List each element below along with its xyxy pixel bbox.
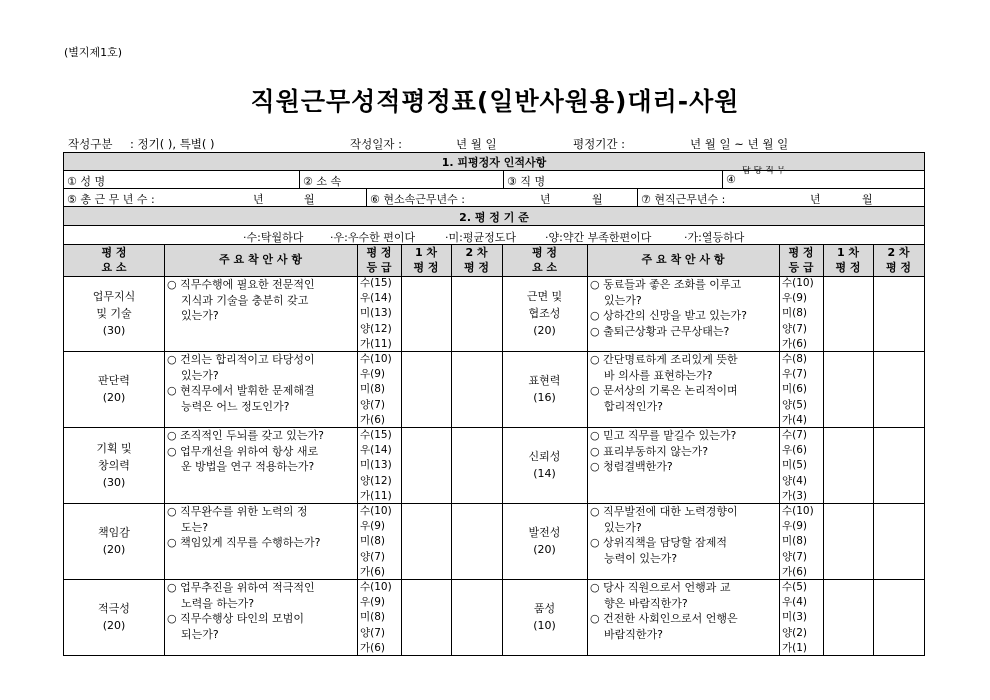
rule xyxy=(63,188,925,189)
legend-item: ·양:약간 부족한편이다 xyxy=(545,231,652,244)
rule xyxy=(366,188,367,206)
field-position: ③ 직 명 xyxy=(507,175,546,188)
unit-year: 년 xyxy=(810,193,821,206)
rule xyxy=(299,170,300,188)
rule xyxy=(587,244,588,656)
rule xyxy=(63,170,925,171)
unit-month: 월 xyxy=(592,193,603,206)
element-initiative: 적극성 (20) xyxy=(98,602,130,632)
points-initiative: ○ 업무추진을 위하여 적극적인 노력을 하는가? ○ 직무수행상 타인의 모범이 되는가? xyxy=(167,581,315,641)
field-current-years: ⑦ 현직근무년수 : xyxy=(641,193,726,206)
period-value: 년 월 일 ~ 년 월 일 xyxy=(690,137,789,151)
header-grade: 평 정 등 급 xyxy=(366,246,392,274)
rule xyxy=(63,225,925,226)
unit-month: 월 xyxy=(862,193,873,206)
date-label: 작성일자 : xyxy=(350,137,402,151)
rule xyxy=(401,244,402,656)
rule xyxy=(823,244,824,656)
points-judgment: ○ 건의는 합리적이고 타당성이 있는가? ○ 현직무에서 발휘한 문제해결 능력은 어느 정도인가? xyxy=(167,353,315,413)
element-expression: 표현력 (16) xyxy=(528,374,561,404)
unit-year: 년 xyxy=(540,193,551,206)
element-reliability: 신뢰성 (14) xyxy=(528,450,561,480)
field-dept-years: ⑥ 현소속근무년수 : xyxy=(370,193,465,206)
grades-knowledge: 수(15) 우(14) 미(13) 양(12) 가(11) xyxy=(360,277,392,350)
grades-reliability: 수(7) 우(6) 미(5) 양(4) 가(3) xyxy=(782,429,808,502)
header-element: 평 정 요 소 xyxy=(101,246,127,274)
element-diligence: 근면 및 협조성 (20) xyxy=(526,290,563,337)
legend-item: ·가:열등하다 xyxy=(684,231,745,244)
element-knowledge: 업무지식 및 기술 (30) xyxy=(92,290,136,337)
date-value: 년 월 일 xyxy=(456,137,497,151)
field-duty: 담 당 직 무 xyxy=(742,166,786,176)
points-diligence: ○ 동료들과 좋은 조화를 이루고 있는가? ○ 상하간의 신망을 받고 있는가? ○ 출퇴근상황과 근무상태는? xyxy=(590,278,747,338)
grades-initiative: 수(10) 우(9) 미(8) 양(7) 가(6) xyxy=(360,581,392,654)
header-first: 1 차 평 정 xyxy=(835,246,861,274)
points-reliability: ○ 믿고 직무를 맡길수 있는가? ○ 표리부동하지 않는가? ○ 청렴결백한가? xyxy=(590,429,737,473)
header-points: 주 요 착 안 사 항 xyxy=(219,253,302,266)
type-label: 작성구분 xyxy=(68,137,113,151)
element-judgment: 판단력 (20) xyxy=(98,374,130,404)
legend-item: ·미:평균정도다 xyxy=(445,231,516,244)
rule xyxy=(164,244,165,656)
unit-month: 월 xyxy=(304,193,315,206)
element-planning: 기획 및 창의력 (30) xyxy=(96,442,132,489)
header-second: 2 차 평 정 xyxy=(885,246,912,274)
unit-year: 년 xyxy=(253,193,264,206)
type-value: : 정기( ), 특별( ) xyxy=(130,137,215,151)
points-expression: ○ 간단명료하게 조리있게 뜻한 바 의사를 표현하는가? ○ 문서상의 기록은 논리적이며 합리적인가? xyxy=(590,353,738,413)
points-responsibility: ○ 직무완수를 위한 노력의 정 도는? ○ 책임있게 직무를 수행하는가? xyxy=(167,505,321,549)
points-knowledge: ○ 직무수행에 필요한 전문적인 지식과 기술을 충분히 갖고 있는가? xyxy=(167,278,315,322)
period-label: 평정기간 : xyxy=(573,137,625,151)
rule xyxy=(63,206,925,207)
field-total-years: ⑤ 총 근 무 년 수 : xyxy=(67,193,155,206)
grades-development: 수(10) 우(9) 미(8) 양(7) 가(6) xyxy=(782,505,814,578)
document-title: 직원근무성적평정표(일반사원용)대리-사원 xyxy=(250,87,740,116)
rule xyxy=(357,244,358,656)
header-element: 평 정 요 소 xyxy=(531,246,558,274)
rule xyxy=(451,244,452,656)
grades-character: 수(5) 우(4) 미(3) 양(2) 가(1) xyxy=(782,581,808,654)
form-number: (별지제1호) xyxy=(64,46,123,59)
rule xyxy=(637,188,638,206)
rule xyxy=(722,170,723,188)
grades-diligence: 수(10) 우(9) 미(8) 양(7) 가(6) xyxy=(782,277,814,350)
grades-planning: 수(15) 우(14) 미(13) 양(12) 가(11) xyxy=(360,429,392,502)
section1-title: 1. 피평정자 인적사항 xyxy=(441,156,547,169)
header-first: 1 차 평 정 xyxy=(413,246,439,274)
rule xyxy=(503,170,504,188)
points-planning: ○ 조직적인 두뇌를 갖고 있는가? ○ 업무개선을 위하여 항상 새로 운 방법을 연구 적용하는가? xyxy=(167,429,324,473)
field-duty-number: ④ xyxy=(726,173,736,186)
rule xyxy=(779,244,780,656)
element-character: 품성 (10) xyxy=(533,602,556,632)
header-grade: 평 정 등 급 xyxy=(788,246,814,274)
field-name: ① 성 명 xyxy=(67,175,106,188)
grades-judgment: 수(10) 우(9) 미(8) 양(7) 가(6) xyxy=(360,353,392,426)
field-department: ② 소 속 xyxy=(303,175,342,188)
header-points: 주 요 착 안 사 항 xyxy=(641,253,725,266)
element-development: 발전성 (20) xyxy=(528,526,561,556)
points-character: ○ 당사 직원으로서 언행과 교 향은 바람직한가? ○ 건전한 사회인으로서 언행은 바람직한가? xyxy=(590,581,738,641)
grades-expression: 수(8) 우(7) 미(6) 양(5) 가(4) xyxy=(782,353,808,426)
rule xyxy=(873,244,874,656)
element-responsibility: 책임감 (20) xyxy=(98,526,130,556)
grades-responsibility: 수(10) 우(9) 미(8) 양(7) 가(6) xyxy=(360,505,392,578)
legend-item: ·우:우수한 편이다 xyxy=(330,231,416,244)
section2-title: 2. 평 정 기 준 xyxy=(459,211,529,224)
points-development: ○ 직무발전에 대한 노력경향이 있는가? ○ 상위직책을 담당할 잠제적 능력이 있는가? xyxy=(590,505,738,565)
legend-item: ·수:탁월하다 xyxy=(243,231,304,244)
header-second: 2 차 평 정 xyxy=(463,246,490,274)
